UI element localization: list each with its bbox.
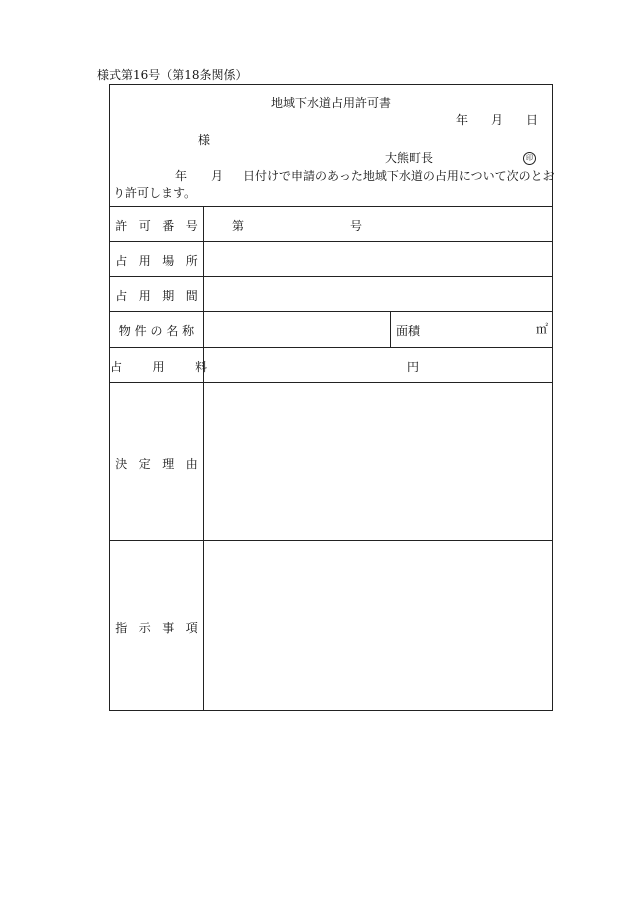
date-year: 年 [456, 113, 469, 127]
divider [110, 206, 552, 207]
seal-mark [523, 149, 536, 165]
divider [110, 382, 552, 383]
location-label: 占 用 場 所 [115, 254, 198, 268]
fee-label: 占 用 料 [110, 360, 208, 374]
object-name-label: 物 件 の 名 称 [118, 324, 195, 338]
column-divider [203, 206, 204, 710]
body-line1: 日付けで申請のあった地域下水道の占用について次のとお [243, 169, 555, 183]
divider [110, 276, 552, 277]
area-divider [390, 311, 391, 347]
date-day: 日 [526, 113, 539, 127]
date-month: 月 [491, 113, 504, 127]
area-unit: ㎡ [536, 322, 549, 336]
permit-number-suffix: 号 [350, 219, 363, 233]
permit-number-label: 許 可 番 号 [115, 219, 198, 233]
divider [110, 347, 552, 348]
seal-icon: 印 [523, 152, 536, 165]
instructions-label: 指 示 事 項 [115, 621, 198, 635]
recipient-suffix: 様 [198, 133, 211, 147]
permit-number-prefix: 第 [232, 219, 245, 233]
period-label: 占 用 期 間 [115, 289, 198, 303]
permit-form [109, 84, 553, 711]
body-year: 年 [175, 169, 188, 183]
issuer-name: 大熊町長 [385, 151, 434, 165]
fee-unit: 円 [407, 360, 420, 374]
document-title: 地域下水道占用許可書 [270, 96, 391, 110]
area-label: 面積 [396, 324, 421, 338]
reason-label: 決 定 理 由 [115, 457, 198, 471]
body-line2: り許可します。 [113, 186, 197, 200]
divider [110, 311, 552, 312]
form-number: 様式第16号（第18条関係） [97, 68, 248, 82]
body-month: 月 [211, 169, 224, 183]
divider [110, 241, 552, 242]
divider [110, 540, 552, 541]
